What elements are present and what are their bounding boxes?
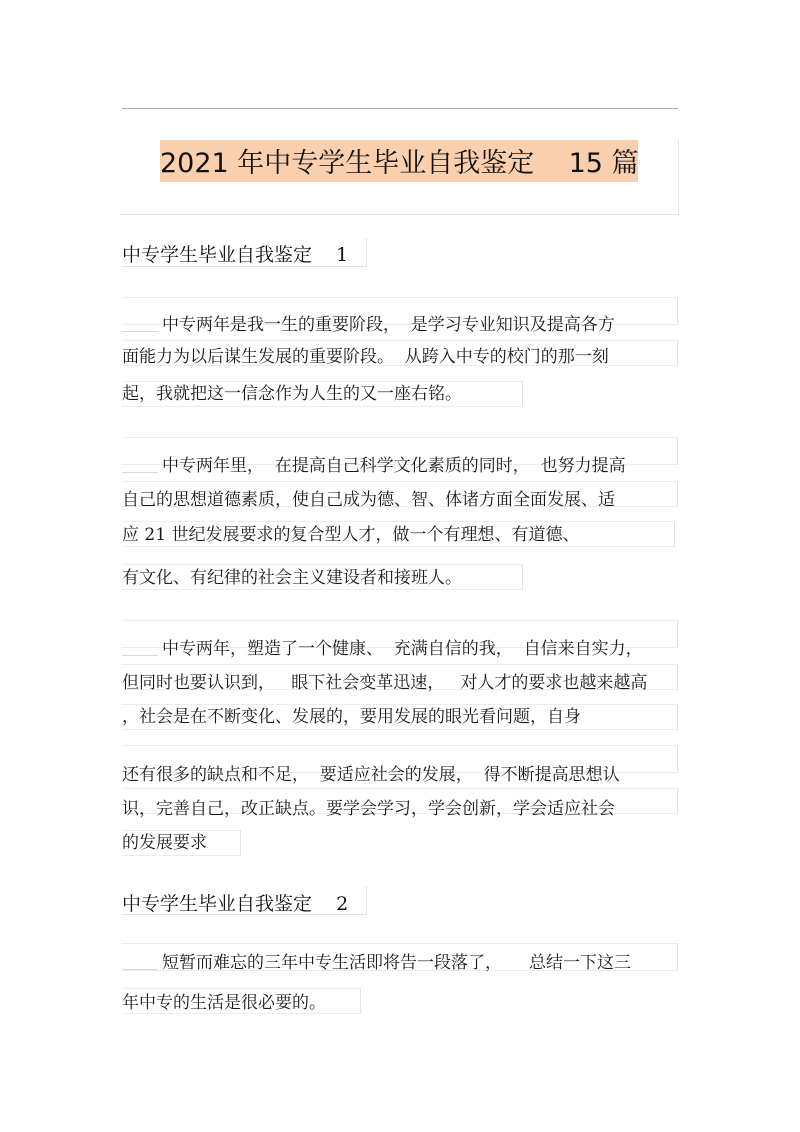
section-2-line-1: 短暂而难忘的三年中专生活即将告一段落了， 总结一下这三 <box>122 952 631 974</box>
top-rule <box>122 108 678 109</box>
paragraph-3-line-5: 识，完善自己，改正缺点。要学会学习，学会创新，学会适应社会 <box>122 799 615 819</box>
indent-mark <box>122 460 158 473</box>
paragraph-2-line-3: 应 21 世纪发展要求的复合型人才，做一个有理想、有道德、 <box>122 525 580 545</box>
paragraph-3-line-4: 还有很多的缺点和不足， 要适应社会的发展， 得不断提高思想认 <box>122 765 620 785</box>
paragraph-2-line-2: 自己的思想道德素质，使自己成为德、智、体诸方面全面发展、适 <box>122 490 615 510</box>
paragraph-2-line-1: 中专两年里， 在提高自己科学文化素质的同时， 也努力提高 <box>122 455 626 477</box>
section-heading-1: 中专学生毕业自我鉴定 1 <box>122 244 349 266</box>
paragraph-3-line-1: 中专两年，塑造了一个健康、 充满自信的我， 自信来自实力， <box>122 638 643 660</box>
paragraph-2-line-4: 有文化、有纪律的社会主义建设者和接班人。 <box>122 568 462 588</box>
indent-mark <box>122 319 158 332</box>
paragraph-1-line-2: 面能力为以后谋生发展的重要阶段。 从跨入中专的校门的那一刻 <box>122 347 609 367</box>
document-title: 2021 年中专学生毕业自我鉴定 15 篇 <box>160 140 638 182</box>
paragraph-1-line-3: 起，我就把这一信念作为人生的又一座右铭。 <box>122 384 462 404</box>
indent-mark <box>122 643 158 656</box>
section-2-line-2: 年中专的生活是很必要的。 <box>122 993 326 1013</box>
paragraph-1-line-1: 中专两年是我一生的重要阶段， 是学习专业知识及提高各方 <box>122 314 615 336</box>
paragraph-3-line-6: 的发展要求 <box>122 833 207 853</box>
indent-mark <box>122 957 158 970</box>
section-heading-2: 中专学生毕业自我鉴定 2 <box>122 893 349 915</box>
paragraph-3-line-2: 但同时也要认识到， 眼下社会变革迅速， 对人才的要求也越来越高 <box>122 673 648 693</box>
paragraph-3-line-3: ，社会是在不断变化、发展的，要用发展的眼光看问题，自身 <box>122 707 581 727</box>
